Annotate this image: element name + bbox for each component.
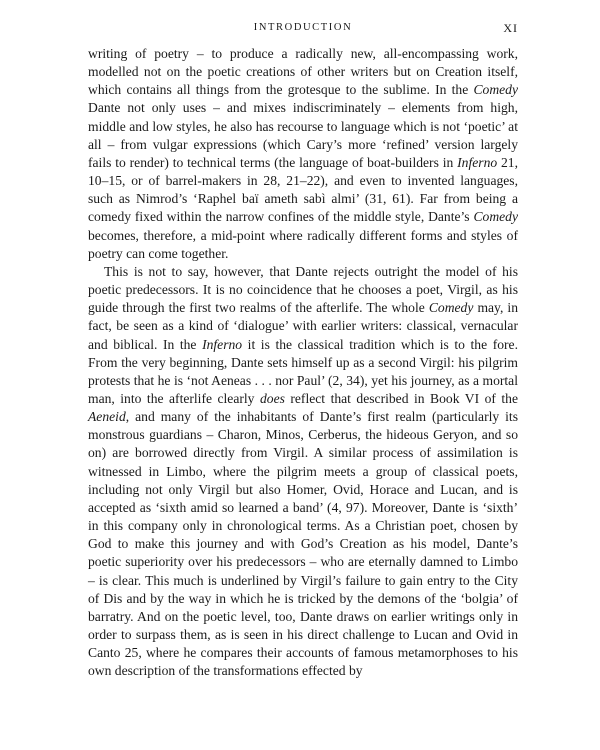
- text-run: may, in fact, be seen as a kind of ‘dialogue’ with earlier writers: classical, vernacular and biblical. In the: [88, 300, 519, 352]
- italic-term: does: [259, 390, 285, 406]
- book-page: [88, 20, 518, 680]
- text-run: becomes, therefore, a mid-point where radically different forms and styles of poetry can come together.: [88, 227, 518, 261]
- italic-term: Comedy: [473, 82, 518, 98]
- text-run: Dante not only uses – and mixes indiscriminately – elements from high, middle and low styles, he also has recourse to language which is not ‘poetic’ at all – from vulgar expressions (which Cary’s more ‘refined’ version largely fails to render) to technical terms (the language of boat-builders in: [88, 100, 518, 170]
- paragraph: [88, 263, 518, 681]
- running-head: [88, 20, 518, 42]
- text-run: This is not to say, however, that Dante rejects outright the model of his poetic predecessors. It is no coincidence that he chooses a poet, Virgil, as his guide through the first two realms of the afterlife. The whole: [88, 263, 518, 316]
- text-run: reflect that described in Book VI of the: [284, 390, 518, 406]
- running-title: INTRODUCTION: [253, 22, 353, 33]
- italic-term: Comedy: [428, 300, 474, 316]
- text-run: it is the classical tradition which is to the fore. From the very beginning, Dante sets himself up as a second Virgil: his pilgrim protests that he is ‘not Aeneas . . . nor Paul’ (2, 34), yet his journey, as a mortal man, into the afterlife clearly: [88, 336, 518, 406]
- italic-term: Inferno: [457, 154, 498, 170]
- body-text: [88, 45, 518, 680]
- italic-term: Inferno: [202, 336, 243, 352]
- paragraph: [88, 45, 518, 263]
- text-run: 21, 10–15, or of barrel-makers in 28, 21–22), and even to invented languages, such as Nimrod’s ‘Raphel baï ameth sabì almi’ (31, 61). Far from being a comedy fixed within the narrow confines of the middle style, Dante’s: [88, 154, 519, 225]
- italic-term: Comedy: [473, 209, 518, 225]
- text-run: , and many of the inhabitants of Dante’s first realm (particularly its monstrous guardians – Charon, Minos, Cerberus, the hideous Geryon, and so on) are borrowed directly from Virgil. A similar process of assimilation is witnessed in Limbo, where the pilgrim meets a group of classical poets, including not only Virgil but also Homer, Ovid, Horace and Lucan, and is accepted as ‘sixth amid so learned a band’ (4, 97). Moreover, Dante is ‘sixth’ in this company only in chronological terms. As a Christian poet, chosen by God to make this journey and with God’s Creation as his model, Dante’s poetic superiority over his predecessors – who are eternally damned to Limbo – is clear. This much is underlined by Virgil’s failure to gain entry to the City of Dis and by the way in which he is tricked by the demons of the ‘bolgia’ of barratry. And on the poetic level, too, Dante draws on earlier writings only in order to surpass them, as is seen in his direct challenge to Lucan and Ovid in Canto 25, where he compares their accounts of famous metamorphoses to his own description of the transformations effected by: [88, 409, 518, 679]
- italic-term: Aeneid: [88, 409, 126, 425]
- text-run: writing of poetry – to produce a radically new, all-encompassing work, modelled not on the poetic creations of other writers but on Creation itself, which contains all things from the grotesque to the sublime. In the: [88, 46, 518, 98]
- page-number: XI: [503, 21, 518, 35]
